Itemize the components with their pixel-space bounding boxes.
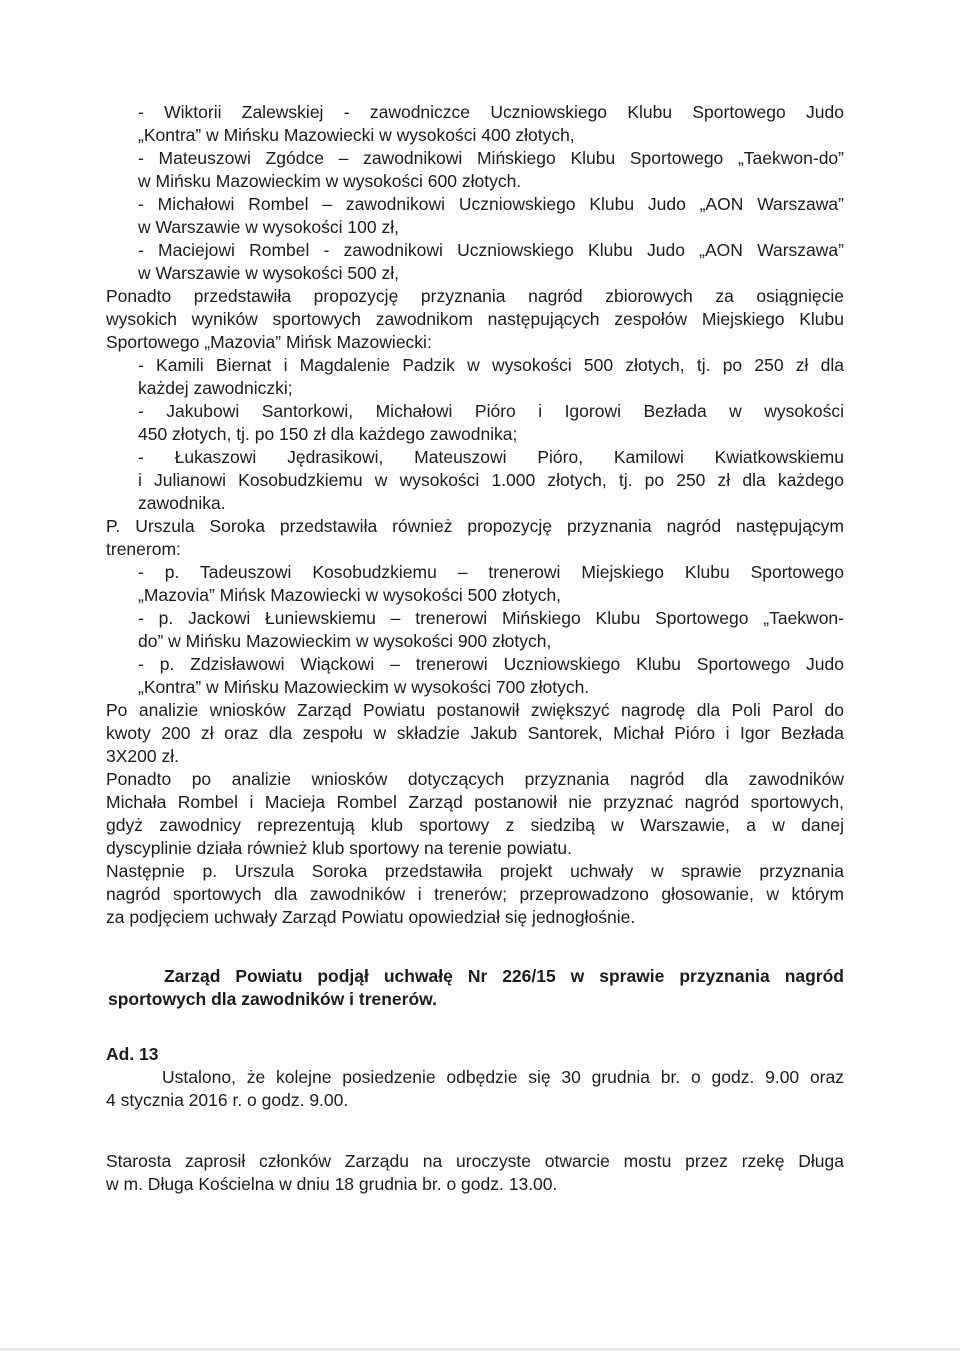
- award-item: [138, 400, 844, 446]
- text-line: i Julianowi Kosobudzkiemu w wysokości 1.000 złotych, tj. po 250 zł dla każdego: [138, 470, 844, 490]
- paragraph-prize-increase: [106, 699, 844, 768]
- text-line: nagród sportowych dla zawodników i trenerów; przeprowadzono głosowanie, w którym: [106, 884, 844, 904]
- text-line: - Wiktorii Zalewskiej - zawodniczce Uczniowskiego Klubu Sportowego Judo: [138, 102, 844, 122]
- text-line: Michała Rombel i Macieja Rombel Zarząd postanowił nie przyznać nagród sportowych,: [106, 792, 844, 812]
- text-line: w m. Długa Kościelna w dniu 18 grudnia br. o godz. 13.00.: [106, 1174, 558, 1194]
- text-line: P. Urszula Soroka przedstawiła również propozycję przyznania nagród następującym: [106, 516, 844, 536]
- text-line: - Maciejowi Rombel - zawodnikowi Uczniowskiego Klubu Judo „AON Warszawa”: [138, 240, 844, 260]
- text-line: - Łukaszowi Jędrasikowi, Mateuszowi Pióro, Kamilowi Kwiatkowskiemu: [138, 447, 844, 467]
- award-item: [138, 147, 844, 193]
- paragraph-vote: [106, 860, 844, 929]
- text-line: Po analizie wniosków Zarząd Powiatu postanowił zwiększyć nagrodę dla Poli Parol do: [106, 700, 844, 720]
- text-line: w Mińsku Mazowieckim w wysokości 600 złotych.: [138, 171, 522, 191]
- award-item: [138, 239, 844, 285]
- text-line: 4 stycznia 2016 r. o godz. 9.00.: [106, 1090, 349, 1110]
- text-line: dyscyplinie działa również klub sportowy na terenie powiatu.: [106, 838, 572, 858]
- text-line: za podjęciem uchwały Zarząd Powiatu opowiedział się jednogłośnie.: [106, 907, 636, 927]
- award-item: [138, 354, 844, 400]
- award-item: [138, 653, 844, 699]
- document-body: [106, 101, 844, 1196]
- agenda-item-text: [106, 1066, 844, 1112]
- text-line: Ponadto po analizie wniosków dotyczących przyznania nagród dla zawodników: [106, 769, 844, 789]
- text-line: „Kontra” w Mińsku Mazowiecki w wysokości 400 złotych,: [138, 125, 575, 145]
- text-line: 3X200 zł.: [106, 746, 179, 766]
- text-line: Starosta zaprosił członków Zarządu na uroczyste otwarcie mostu przez rzekę Długa: [106, 1151, 844, 1171]
- text-line: Następnie p. Urszula Soroka przedstawiła projekt uchwały w sprawie przyznania: [106, 861, 844, 881]
- award-list-individual: [106, 101, 844, 285]
- resolution-statement: [108, 965, 844, 1011]
- agenda-item-heading: Ad. 13: [106, 1044, 159, 1064]
- text-line: Ustalono, że kolejne posiedzenie odbędzie się 30 grudnia br. o godz. 9.00 oraz: [162, 1067, 844, 1087]
- text-line: „Kontra” w Mińsku Mazowieckim w wysokości 700 złotych.: [138, 677, 590, 697]
- team-awards-intro: [106, 285, 844, 354]
- text-line: - p. Jackowi Łuniewskiemu – trenerowi Mińskiego Klubu Sportowego „Taekwon-: [138, 608, 844, 628]
- text-line: - Kamili Biernat i Magdalenie Padzik w wysokości 500 złotych, tj. po 250 zł dla: [138, 355, 844, 375]
- award-list-trainers: [106, 561, 844, 699]
- award-item: [138, 561, 844, 607]
- paragraph-prize-refusal: [106, 768, 844, 860]
- text-line: gdyż zawodnicy reprezentują klub sportowy z siedzibą w Warszawie, a w danej: [106, 815, 844, 835]
- award-item: [138, 607, 844, 653]
- text-line: sportowych dla zawodników i trenerów.: [108, 989, 437, 1009]
- text-line: do” w Mińsku Mazowieckim w wysokości 900 złotych,: [138, 631, 552, 651]
- text-line: Sportowego „Mazovia” Mińsk Mazowiecki:: [106, 332, 432, 352]
- text-line: wysokich wyników sportowych zawodnikom następujących zespołów Miejskiego Klubu: [106, 309, 844, 329]
- text-line: Zarząd Powiatu podjął uchwałę Nr 226/15 w sprawie przyznania nagród: [164, 966, 844, 986]
- text-line: kwoty 200 zł oraz dla zespołu w składzie Jakub Santorek, Michał Pióro i Igor Bezłada: [106, 723, 844, 743]
- trainers-intro: [106, 515, 844, 561]
- text-line: każdej zawodniczki;: [138, 378, 293, 398]
- award-item: [138, 101, 844, 147]
- text-line: „Mazovia” Mińsk Mazowiecki w wysokości 500 złotych,: [138, 585, 562, 605]
- award-item: [138, 446, 844, 515]
- text-line: - p. Zdzisławowi Wiąckowi – trenerowi Uczniowskiego Klubu Sportowego Judo: [138, 654, 844, 674]
- text-line: w Warszawie w wysokości 500 zł,: [138, 263, 399, 283]
- paragraph-invitation: [106, 1150, 844, 1196]
- text-line: zawodnika.: [138, 493, 226, 513]
- award-item: [138, 193, 844, 239]
- text-line: - Jakubowi Santorkowi, Michałowi Pióro i Igorowi Bezłada w wysokości: [138, 401, 844, 421]
- award-list-team: [106, 354, 844, 515]
- text-line: - Mateuszowi Zgódce – zawodnikowi Mińskiego Klubu Sportowego „Taekwon-do”: [138, 148, 844, 168]
- text-line: - p. Tadeuszowi Kosobudzkiemu – trenerowi Miejskiego Klubu Sportowego: [138, 562, 844, 582]
- text-line: trenerom:: [106, 539, 181, 559]
- text-line: w Warszawie w wysokości 100 zł,: [138, 217, 399, 237]
- text-line: Ponadto przedstawiła propozycję przyznania nagród zbiorowych za osiągnięcie: [106, 286, 844, 306]
- text-line: 450 złotych, tj. po 150 zł dla każdego zawodnika;: [138, 424, 518, 444]
- text-line: - Michałowi Rombel – zawodnikowi Uczniowskiego Klubu Judo „AON Warszawa”: [138, 194, 844, 214]
